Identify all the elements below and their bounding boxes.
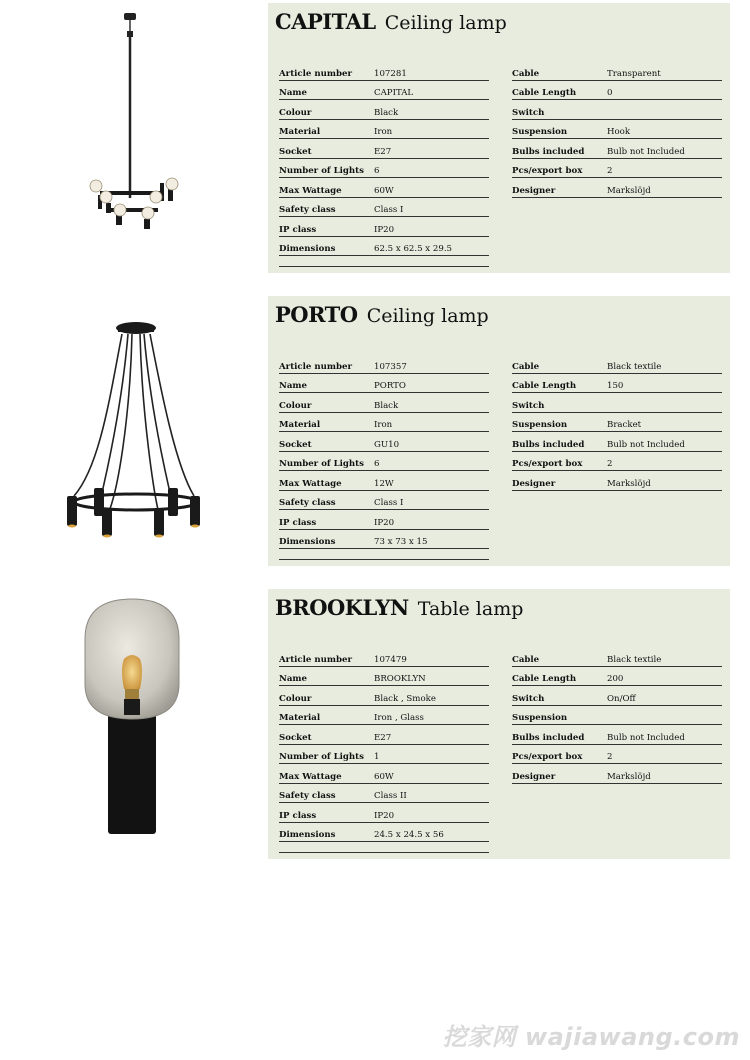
spec-row <box>279 179 489 198</box>
spec-row <box>279 453 489 472</box>
spec-label: Safety class <box>279 498 336 508</box>
spec-row <box>512 82 722 101</box>
spec-value: E27 <box>374 146 392 157</box>
product-name: CAPITAL <box>275 9 376 34</box>
product-type: Ceiling lamp <box>384 12 507 34</box>
spec-value: 60W <box>374 771 394 782</box>
spec-row <box>512 648 722 667</box>
spec-row <box>279 140 489 159</box>
spec-column-right <box>512 648 722 785</box>
spec-label: Material <box>279 127 321 137</box>
spec-row <box>279 648 489 667</box>
spec-label: Cable Length <box>512 88 577 98</box>
spec-label: Switch <box>512 693 545 704</box>
spec-value: IP20 <box>374 517 395 528</box>
spec-column-left <box>279 355 489 561</box>
spec-label: Socket <box>279 439 312 450</box>
spec-label: Name <box>279 674 307 684</box>
porto-lamp-image <box>40 296 240 566</box>
spec-value: Iron , Glass <box>374 713 424 723</box>
spec-value: 107479 <box>374 654 407 665</box>
spec-row <box>279 511 489 530</box>
spec-row <box>279 199 489 218</box>
spec-row <box>279 433 489 452</box>
spec-label: Pcs/export box <box>512 752 583 762</box>
spec-label: Max Wattage <box>279 185 342 196</box>
spec-label: Socket <box>279 732 312 743</box>
spec-row <box>512 414 722 433</box>
spec-label: Suspension <box>512 420 568 430</box>
spec-value: Class I <box>374 498 404 508</box>
spec-value: 107281 <box>374 68 407 79</box>
capital-lamp-image <box>40 3 240 273</box>
spec-row <box>279 82 489 101</box>
spec-row <box>279 804 489 823</box>
spec-row-empty <box>279 550 489 560</box>
spec-row <box>512 472 722 491</box>
spec-label: Bulbs included <box>512 146 585 157</box>
spec-label: Max Wattage <box>279 771 342 782</box>
spec-label: Suspension <box>512 127 568 137</box>
spec-value: Iron <box>374 420 393 430</box>
spec-value: On/Off <box>607 693 636 704</box>
spec-label: Switch <box>512 107 545 118</box>
spec-row <box>512 101 722 120</box>
spec-column-right <box>512 62 722 199</box>
spec-row <box>279 746 489 765</box>
spec-value: 107357 <box>374 361 407 372</box>
spec-row <box>279 687 489 706</box>
product-name: PORTO <box>275 302 358 327</box>
spec-value: Bulb not Included <box>607 146 685 157</box>
spec-value: Markslöjd <box>607 185 651 196</box>
spec-row <box>279 707 489 726</box>
spec-label: Cable <box>512 68 540 79</box>
spec-label: Designer <box>512 478 556 489</box>
spec-row <box>512 160 722 179</box>
spec-value: 6 <box>374 459 380 469</box>
spec-row <box>512 355 722 374</box>
spec-value: 200 <box>607 674 624 684</box>
spec-row <box>279 101 489 120</box>
spec-label: IP class <box>279 224 317 235</box>
spec-label: Max Wattage <box>279 478 342 489</box>
spec-label: Colour <box>279 107 312 118</box>
spec-value: Bulb not Included <box>607 732 685 743</box>
spec-row <box>279 785 489 804</box>
spec-row <box>279 355 489 374</box>
spec-value: BROOKLYN <box>374 674 426 684</box>
spec-row <box>512 62 722 81</box>
product-title <box>275 9 507 34</box>
spec-label: Number of Lights <box>279 459 364 469</box>
spec-label: IP class <box>279 517 317 528</box>
spec-label: Safety class <box>279 205 336 215</box>
spec-label: Designer <box>512 185 556 196</box>
spec-label: Designer <box>512 771 556 782</box>
product-type: Table lamp <box>417 598 524 620</box>
spec-value: Black textile <box>607 361 662 372</box>
spec-value: Black <box>374 400 399 411</box>
spec-value: 60W <box>374 185 394 196</box>
spec-label: Name <box>279 88 307 98</box>
spec-row <box>279 160 489 179</box>
spec-value: IP20 <box>374 224 395 235</box>
spec-value: 150 <box>607 381 624 391</box>
product-name: BROOKLYN <box>275 595 409 620</box>
spec-value: 62.5 x 62.5 x 29.5 <box>374 244 453 254</box>
spec-row <box>279 238 489 257</box>
spec-value: IP20 <box>374 810 395 821</box>
product-type: Ceiling lamp <box>366 305 489 327</box>
spec-label: Dimensions <box>279 537 336 547</box>
spec-row <box>279 394 489 413</box>
spec-value: Black <box>374 107 399 118</box>
spec-value: Transparent <box>607 68 661 79</box>
spec-label: Cable Length <box>512 674 577 684</box>
spec-label: Bulbs included <box>512 732 585 743</box>
spec-label: Bulbs included <box>512 439 585 450</box>
spec-row <box>512 453 722 472</box>
spec-label: Number of Lights <box>279 166 364 176</box>
spec-row <box>279 765 489 784</box>
spec-value: Bulb not Included <box>607 439 685 450</box>
spec-label: Colour <box>279 400 312 411</box>
spec-label: Material <box>279 420 321 430</box>
spec-label: Article number <box>279 654 352 665</box>
spec-row <box>512 433 722 452</box>
spec-value: PORTO <box>374 381 406 391</box>
porto-spec-card <box>268 296 730 566</box>
spec-row <box>512 121 722 140</box>
spec-label: Switch <box>512 400 545 411</box>
spec-label: Socket <box>279 146 312 157</box>
spec-row <box>279 375 489 394</box>
brooklyn-lamp-image <box>40 589 240 859</box>
spec-value: Class II <box>374 791 407 801</box>
product-porto <box>0 296 750 566</box>
spec-value: 0 <box>607 88 613 98</box>
spec-row <box>512 746 722 765</box>
spec-row <box>279 414 489 433</box>
spec-row <box>512 765 722 784</box>
spec-label: Article number <box>279 68 352 79</box>
spec-row-empty <box>279 257 489 267</box>
spec-value: Markslöjd <box>607 771 651 782</box>
spec-value: Black textile <box>607 654 662 665</box>
spec-label: IP class <box>279 810 317 821</box>
spec-label: Pcs/export box <box>512 166 583 176</box>
spec-row <box>512 375 722 394</box>
spec-column-left <box>279 62 489 268</box>
watermark: 挖家网 wajiawang.com <box>442 1023 740 1051</box>
spec-label: Number of Lights <box>279 752 364 762</box>
spec-row <box>279 531 489 550</box>
spec-label: Cable Length <box>512 381 577 391</box>
spec-row-empty <box>279 843 489 853</box>
spec-label: Article number <box>279 361 352 372</box>
product-title <box>275 302 489 327</box>
spec-row <box>512 687 722 706</box>
product-brooklyn <box>0 589 750 859</box>
spec-row <box>512 668 722 687</box>
spec-label: Suspension <box>512 713 568 723</box>
spec-row <box>512 707 722 726</box>
spec-value: 6 <box>374 166 380 176</box>
spec-label: Name <box>279 381 307 391</box>
brooklyn-spec-card <box>268 589 730 859</box>
spec-value: 2 <box>607 752 613 762</box>
spec-value: 1 <box>374 752 380 762</box>
spec-value: 73 x 73 x 15 <box>374 537 428 547</box>
spec-value: 24.5 x 24.5 x 56 <box>374 830 444 840</box>
spec-label: Colour <box>279 693 312 704</box>
spec-row <box>512 726 722 745</box>
product-capital <box>0 3 750 273</box>
spec-label: Cable <box>512 361 540 372</box>
spec-value: Markslöjd <box>607 478 651 489</box>
spec-value: 2 <box>607 166 613 176</box>
spec-label: Material <box>279 713 321 723</box>
spec-value: Iron <box>374 127 393 137</box>
spec-label: Pcs/export box <box>512 459 583 469</box>
spec-value: 2 <box>607 459 613 469</box>
spec-label: Cable <box>512 654 540 665</box>
spec-label: Dimensions <box>279 244 336 254</box>
product-title <box>275 595 523 620</box>
spec-label: Dimensions <box>279 830 336 840</box>
spec-label: Safety class <box>279 791 336 801</box>
spec-value: Class I <box>374 205 404 215</box>
spec-value: GU10 <box>374 439 400 450</box>
spec-value: E27 <box>374 732 392 743</box>
spec-value: 12W <box>374 478 394 489</box>
spec-row <box>279 62 489 81</box>
spec-column-right <box>512 355 722 492</box>
spec-row <box>279 668 489 687</box>
spec-column-left <box>279 648 489 854</box>
spec-row <box>279 726 489 745</box>
spec-row <box>279 218 489 237</box>
spec-row <box>512 140 722 159</box>
spec-value: Hook <box>607 127 631 137</box>
spec-row <box>512 394 722 413</box>
capital-spec-card <box>268 3 730 273</box>
spec-row <box>279 492 489 511</box>
spec-value: Bracket <box>607 420 642 430</box>
spec-row <box>279 824 489 843</box>
spec-row <box>512 179 722 198</box>
spec-row <box>279 472 489 491</box>
spec-value: Black , Smoke <box>374 693 436 704</box>
spec-value: CAPITAL <box>374 88 414 98</box>
spec-row <box>279 121 489 140</box>
